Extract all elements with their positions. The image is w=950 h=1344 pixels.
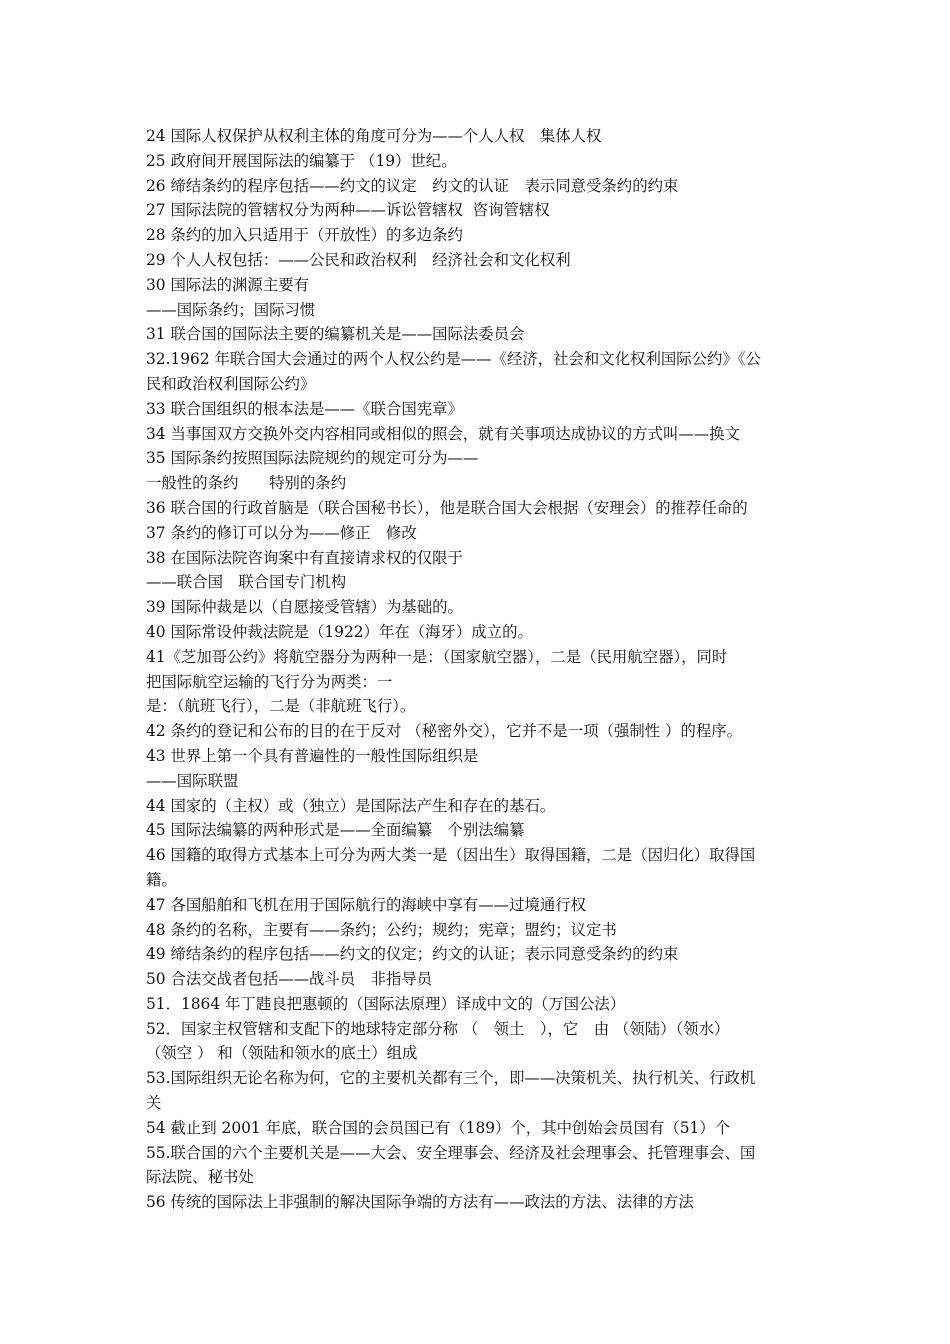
document-page <box>146 124 810 1215</box>
text-line: 39 国际仲裁是以（自愿接受管辖）为基础的。 <box>146 598 463 617</box>
text-line: 籍。 <box>146 870 177 889</box>
text-line: 31 联合国的国际法主要的编纂机关是——国际法委员会 <box>146 325 525 344</box>
text-line: 55.联合国的六个主要机关是——大会、安全理事会、经济及社会理事会、托管理事会、国 <box>146 1143 756 1162</box>
text-line: 48 条约的名称，主要有——条约；公约；规约；宪章；盟约；议定书 <box>146 920 617 939</box>
text-line: 46 国籍的取得方式基本上可分为两大类一是（因出生）取得国籍，二是（因归化）取得国 <box>146 846 756 865</box>
text-line: 53.国际组织无论名称为何，它的主要机关都有三个，即——决策机关、执行机关、行政机 <box>146 1069 756 1088</box>
text-line: 56 传统的国际法上非强制的解决国际争端的方法有——政法的方法、法律的方法 <box>146 1193 694 1212</box>
text-line: 35 国际条约按照国际法院规约的规定可分为—— <box>146 449 479 468</box>
text-line: 45 国际法编纂的两种形式是——全面编纂 个别法编纂 <box>146 821 525 840</box>
text-line: ——联合国 联合国专门机构 <box>146 573 347 592</box>
text-line: 是：（航班飞行），二是（非航班飞行）。 <box>146 697 416 716</box>
text-line: 36 联合国的行政首脑是（联合国秘书长），他是联合国大会根据（安理会）的推荐任命的 <box>146 498 748 517</box>
text-line: 际法院、秘书处 <box>146 1168 254 1187</box>
text-line: 24 国际人权保护从权利主体的角度可分为——个人人权 集体人权 <box>146 127 602 145</box>
text-line: 37 条约的修订可以分为——修正 修改 <box>146 523 417 542</box>
text-line: 38 在国际法院咨询案中有直接请求权的仅限于 <box>146 548 463 567</box>
text-line: 52．国家主权管辖和支配下的地球特定部分称 （ 领土 ），它 由 （领陆）（领水） <box>146 1019 730 1038</box>
text-line: 44 国家的（主权）或（独立）是国际法产生和存在的基石。 <box>146 796 556 815</box>
text-line: ——国际联盟 <box>146 771 239 790</box>
text-line: 41《芝加哥公约》将航空器分为两种一是：（国家航空器），二是（民用航空器），同时 <box>146 647 728 666</box>
text-line: 26 缔结条约的程序包括——约文的议定 约文的认证 表示同意受条约的约束 <box>146 176 679 195</box>
text-line: 43 世界上第一个具有普遍性的一般性国际组织是 <box>146 746 479 765</box>
text-line: 关 <box>146 1094 162 1113</box>
text-line: （领空 ） 和（领陆和领水的底土）组成 <box>146 1044 418 1063</box>
text-line: 29 个人人权包括：——公民和政治权利 经济社会和文化权利 <box>146 250 571 269</box>
text-line: 50 合法交战者包括——战斗员 非指导员 <box>146 970 433 989</box>
text-line: 54 截止到 2001 年底，联合国的会员国已有（189）个，其中创始会员国有（51）个 <box>146 1118 731 1137</box>
text-line: ——国际条约；国际习惯 <box>146 300 316 319</box>
text-line: 34 当事国双方交换外交内容相同或相似的照会，就有关事项达成协议的方式叫——换文 <box>146 424 740 443</box>
text-line: 30 国际法的渊源主要有 <box>146 275 309 294</box>
text-line: 49 缔结条约的程序包括——约文的仪定；约文的认证；表示同意受条约的约束 <box>146 945 679 964</box>
text-line: 47 各国船舶和飞机在用于国际航行的海峡中享有——过境通行权 <box>146 895 587 914</box>
text-line: 33 联合国组织的根本法是——《联合国宪章》 <box>146 399 463 418</box>
text-line: 一般性的条约 特别的条约 <box>146 474 347 493</box>
text-line: 40 国际常设仲裁法院是（1922）年在（海牙）成立的。 <box>146 622 533 641</box>
text-line: 27 国际法院的管辖权分为两种——诉讼管辖权 咨询管辖权 <box>146 201 550 220</box>
text-line: 28 条约的加入只适用于（开放性）的多边条约 <box>146 226 463 245</box>
text-line: 25 政府间开展国际法的编纂于 （19）世纪。 <box>146 151 457 170</box>
text-line: 32.1962 年联合国大会通过的两个人权公约是——《经济，社会和文化权利国际公约》《公 <box>146 350 761 369</box>
text-line: 把国际航空运输的飞行分为两类：一 <box>146 672 393 691</box>
text-line: 民和政治权利国际公约》 <box>146 374 316 393</box>
text-line: 51．1864 年丁韪良把惠顿的（国际法原理）译成中文的（万国公法） <box>146 994 626 1013</box>
text-line: 42 条约的登记和公布的目的在于反对 （秘密外交），它并不是一项（强制性 ）的程序。 <box>146 722 743 741</box>
